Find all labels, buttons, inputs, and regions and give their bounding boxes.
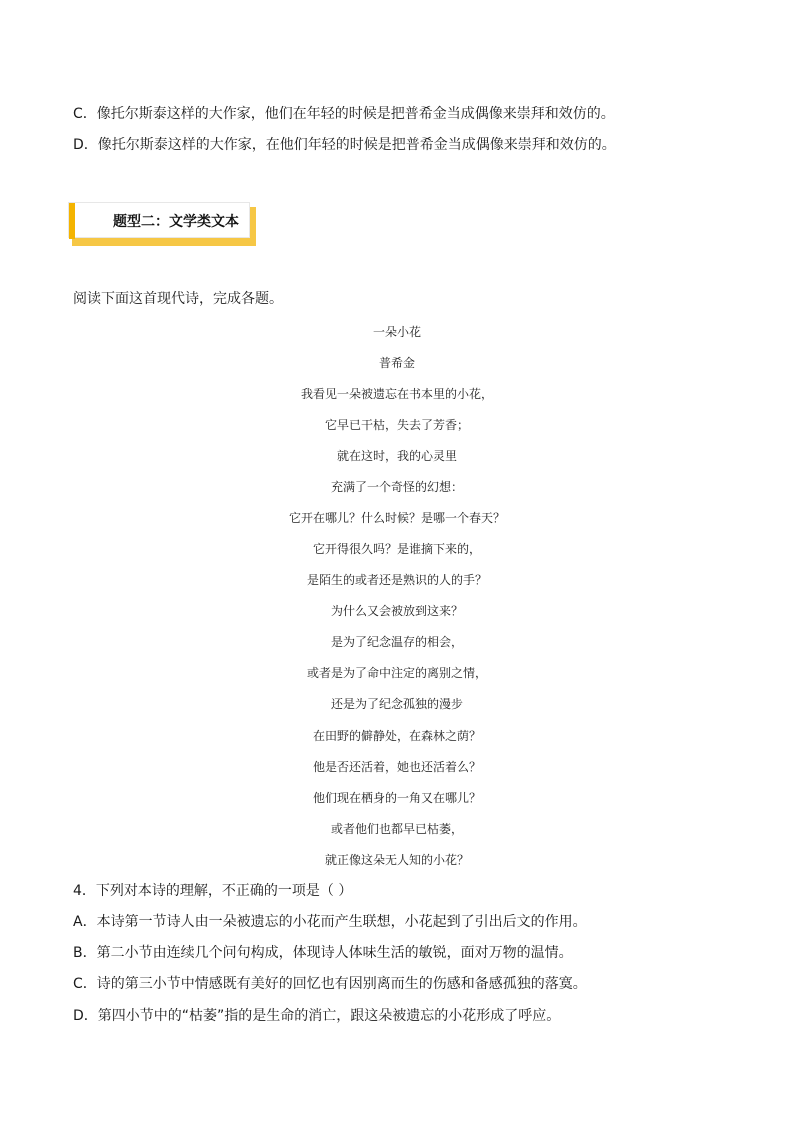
poem-line: 或者是为了命中注定的离别之情， bbox=[306, 666, 487, 680]
instruction-text: 阅读下面这首现代诗，完成各题。 bbox=[73, 291, 283, 307]
poem-line: 充满了一个奇怪的幻想： bbox=[330, 480, 463, 494]
poem-line: 是陌生的或者还是熟识的人的手？ bbox=[306, 573, 487, 587]
question-option-c: C．诗的第三小节中情感既有美好的回忆也有因别离而生的伤感和备感孤独的落寞。 bbox=[73, 976, 587, 992]
poem-line: 它开得很久吗？是谁摘下来的， bbox=[312, 542, 481, 556]
poem-line: 就在这时，我的心灵里 bbox=[336, 449, 457, 463]
poem-line: 在田野的僻静处，在森林之荫？ bbox=[312, 729, 481, 743]
poem-line: 或者他们也都早已枯萎， bbox=[330, 822, 463, 836]
option-d-top: D．像托尔斯泰这样的大作家，在他们年轻的时候是把普希金当成偶像来崇拜和效仿的。 bbox=[73, 137, 616, 153]
poem-author: 普希金 bbox=[378, 356, 415, 370]
section-title: 题型二：文学类文本 bbox=[113, 214, 239, 230]
question-stem: 4．下列对本诗的理解，不正确的一项是（ ） bbox=[73, 883, 353, 899]
question-option-d: D．第四小节中的“枯萎”指的是生命的消亡，跟这朵被遗忘的小花形成了呼应。 bbox=[73, 1008, 561, 1024]
poem-title: 一朵小花 bbox=[372, 325, 421, 339]
section-banner bbox=[68, 202, 256, 246]
poem-line: 他们现在栖身的一角又在哪儿？ bbox=[312, 791, 481, 805]
poem-line: 是为了纪念温存的相会， bbox=[330, 635, 463, 649]
poem-line: 就正像这朵无人知的小花？ bbox=[324, 853, 469, 867]
poem-line: 它开在哪儿？什么时候？是哪一个春天？ bbox=[288, 511, 505, 525]
question-option-b: B．第二小节由连续几个问句构成，体现诗人体味生活的敏锐，面对万物的温情。 bbox=[73, 945, 573, 961]
poem-line: 它早已干枯，失去了芳香； bbox=[324, 418, 469, 432]
banner-card bbox=[68, 202, 250, 238]
poem-line: 为什么又会被放到这来？ bbox=[330, 604, 463, 618]
poem-line: 他是否还活着，她也还活着么？ bbox=[312, 760, 481, 774]
poem-line: 我看见一朵被遗忘在书本里的小花， bbox=[300, 387, 493, 401]
option-c-top: C．像托尔斯泰这样的大作家，他们在年轻的时候是把普希金当成偶像来崇拜和效仿的。 bbox=[73, 106, 615, 122]
poem-line: 还是为了纪念孤独的漫步 bbox=[330, 697, 463, 711]
question-option-a: A．本诗第一节诗人由一朵被遗忘的小花而产生联想，小花起到了引出后文的作用。 bbox=[73, 914, 587, 930]
banner-accent-bar bbox=[69, 203, 75, 239]
